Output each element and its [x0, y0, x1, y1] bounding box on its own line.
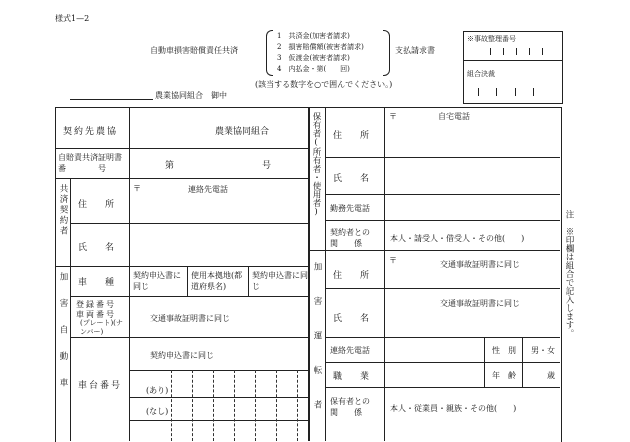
driver-age-label: 年 齢 [492, 371, 516, 380]
instruction-text: (該当する数字を○で囲んでください。) [255, 80, 393, 89]
option-3[interactable]: 3 仮渡金(被害者請求) [277, 54, 350, 62]
driver-job-label: 職 業 [333, 372, 370, 382]
form-title-suffix: 支払請求書 [395, 46, 435, 55]
driver-vertical-label: 加害運転者 [312, 262, 322, 435]
driver-owner-relation-options[interactable]: 本人・従業員・親族・その他( ) [390, 404, 517, 413]
option-2[interactable]: 2 損害賠償額(被害者請求) [277, 43, 364, 51]
driver-address-same: 交通事故証明書に同じ [440, 260, 520, 269]
driver-sex-label: 性 別 [492, 346, 516, 355]
union-decision-label: 組合決裁 [467, 70, 495, 78]
driver-address-label: 住 所 [333, 271, 370, 281]
right-brace [383, 30, 390, 76]
driver-owner-relation-label-2: 関 係 [330, 408, 362, 417]
driver-name-label: 氏 名 [333, 314, 370, 324]
addressee: 農業協同組合 御中 [155, 91, 227, 100]
left-brace [266, 30, 273, 76]
side-note: 注 ※印欄は組合で記入します。 [564, 210, 574, 338]
insured-name-label: 氏 名 [78, 243, 115, 253]
driver-name-same: 交通事故証明書に同じ [440, 299, 520, 308]
cert-number-label-2: 番 号 [58, 164, 106, 173]
insured-party-vertical-label: 共済契約者 [58, 184, 68, 237]
insured-contact-label: 連絡先電話 [188, 185, 228, 194]
owner-vertical-label: 保有者(所有者・使用者) [311, 112, 321, 217]
owner-home-phone-label: 自宅電話 [438, 112, 470, 121]
driver-postal-mark: 〒 [389, 256, 397, 265]
cert-go: 号 [262, 161, 272, 171]
reg-same-as-accident: 交通事故証明書に同じ [150, 314, 230, 323]
owner-relation-label-2: 関 係 [330, 239, 362, 248]
chassis-without-label: (なし) [146, 407, 169, 416]
driver-age-unit: 歳 [547, 371, 555, 380]
contract-union-label: 契約先農協 [63, 127, 119, 137]
option-4[interactable]: 4 内払金・第( 回) [277, 65, 350, 73]
owner-relation-label-1: 契約者との [330, 228, 370, 237]
reg-number-label: 登録番号 [76, 300, 116, 309]
cert-number-label-1: 自賠責共済証明書 [58, 153, 122, 162]
option-1[interactable]: 1 共済金(加害者請求) [277, 32, 350, 40]
plate-number-label: (プレート)(ナンバー) [80, 319, 123, 336]
chassis-with-label: (あり) [146, 386, 169, 395]
chassis-same-as-contract: 契約申込書に同じ [150, 351, 214, 360]
driver-owner-relation-label-1: 保有者との [330, 397, 370, 406]
chassis-number-label: 車台番号 [78, 381, 123, 391]
vehicle-type-same: 契約申込書に同じ [133, 271, 181, 291]
use-base-label: 使用本拠地(都道府県名) [191, 271, 243, 291]
vehicle-type-label: 車 種 [78, 278, 115, 288]
form-number: 様式1—2 [55, 14, 90, 23]
owner-postal-mark: 〒 [389, 112, 397, 121]
insured-postal-mark: 〒 [133, 184, 141, 193]
owner-relation-options[interactable]: 本人・請受人・借受人・その他( ) [390, 234, 525, 243]
insured-address-label: 住 所 [78, 200, 115, 210]
cert-dai: 第 [165, 161, 175, 171]
addressee-underline [70, 99, 153, 100]
driver-contact-label: 連絡先電話 [330, 346, 370, 355]
owner-name-label: 氏 名 [333, 174, 370, 184]
accident-number-label: ※事故整理番号 [467, 35, 516, 43]
owner-workplace-phone-label: 勤務先電話 [330, 204, 370, 213]
vehicle-vertical-label: 加害自動車 [58, 272, 68, 405]
driver-sex-options[interactable]: 男・女 [531, 346, 555, 355]
use-base-same: 契約申込書に同じ [252, 271, 308, 291]
contract-union-value[interactable]: 農業協同組合 [215, 127, 270, 137]
form-title-prefix: 自動車損害賠償責任共済 [150, 46, 238, 55]
owner-address-label: 住 所 [333, 131, 370, 141]
vehicle-number-label: 車両番号 [76, 310, 116, 319]
